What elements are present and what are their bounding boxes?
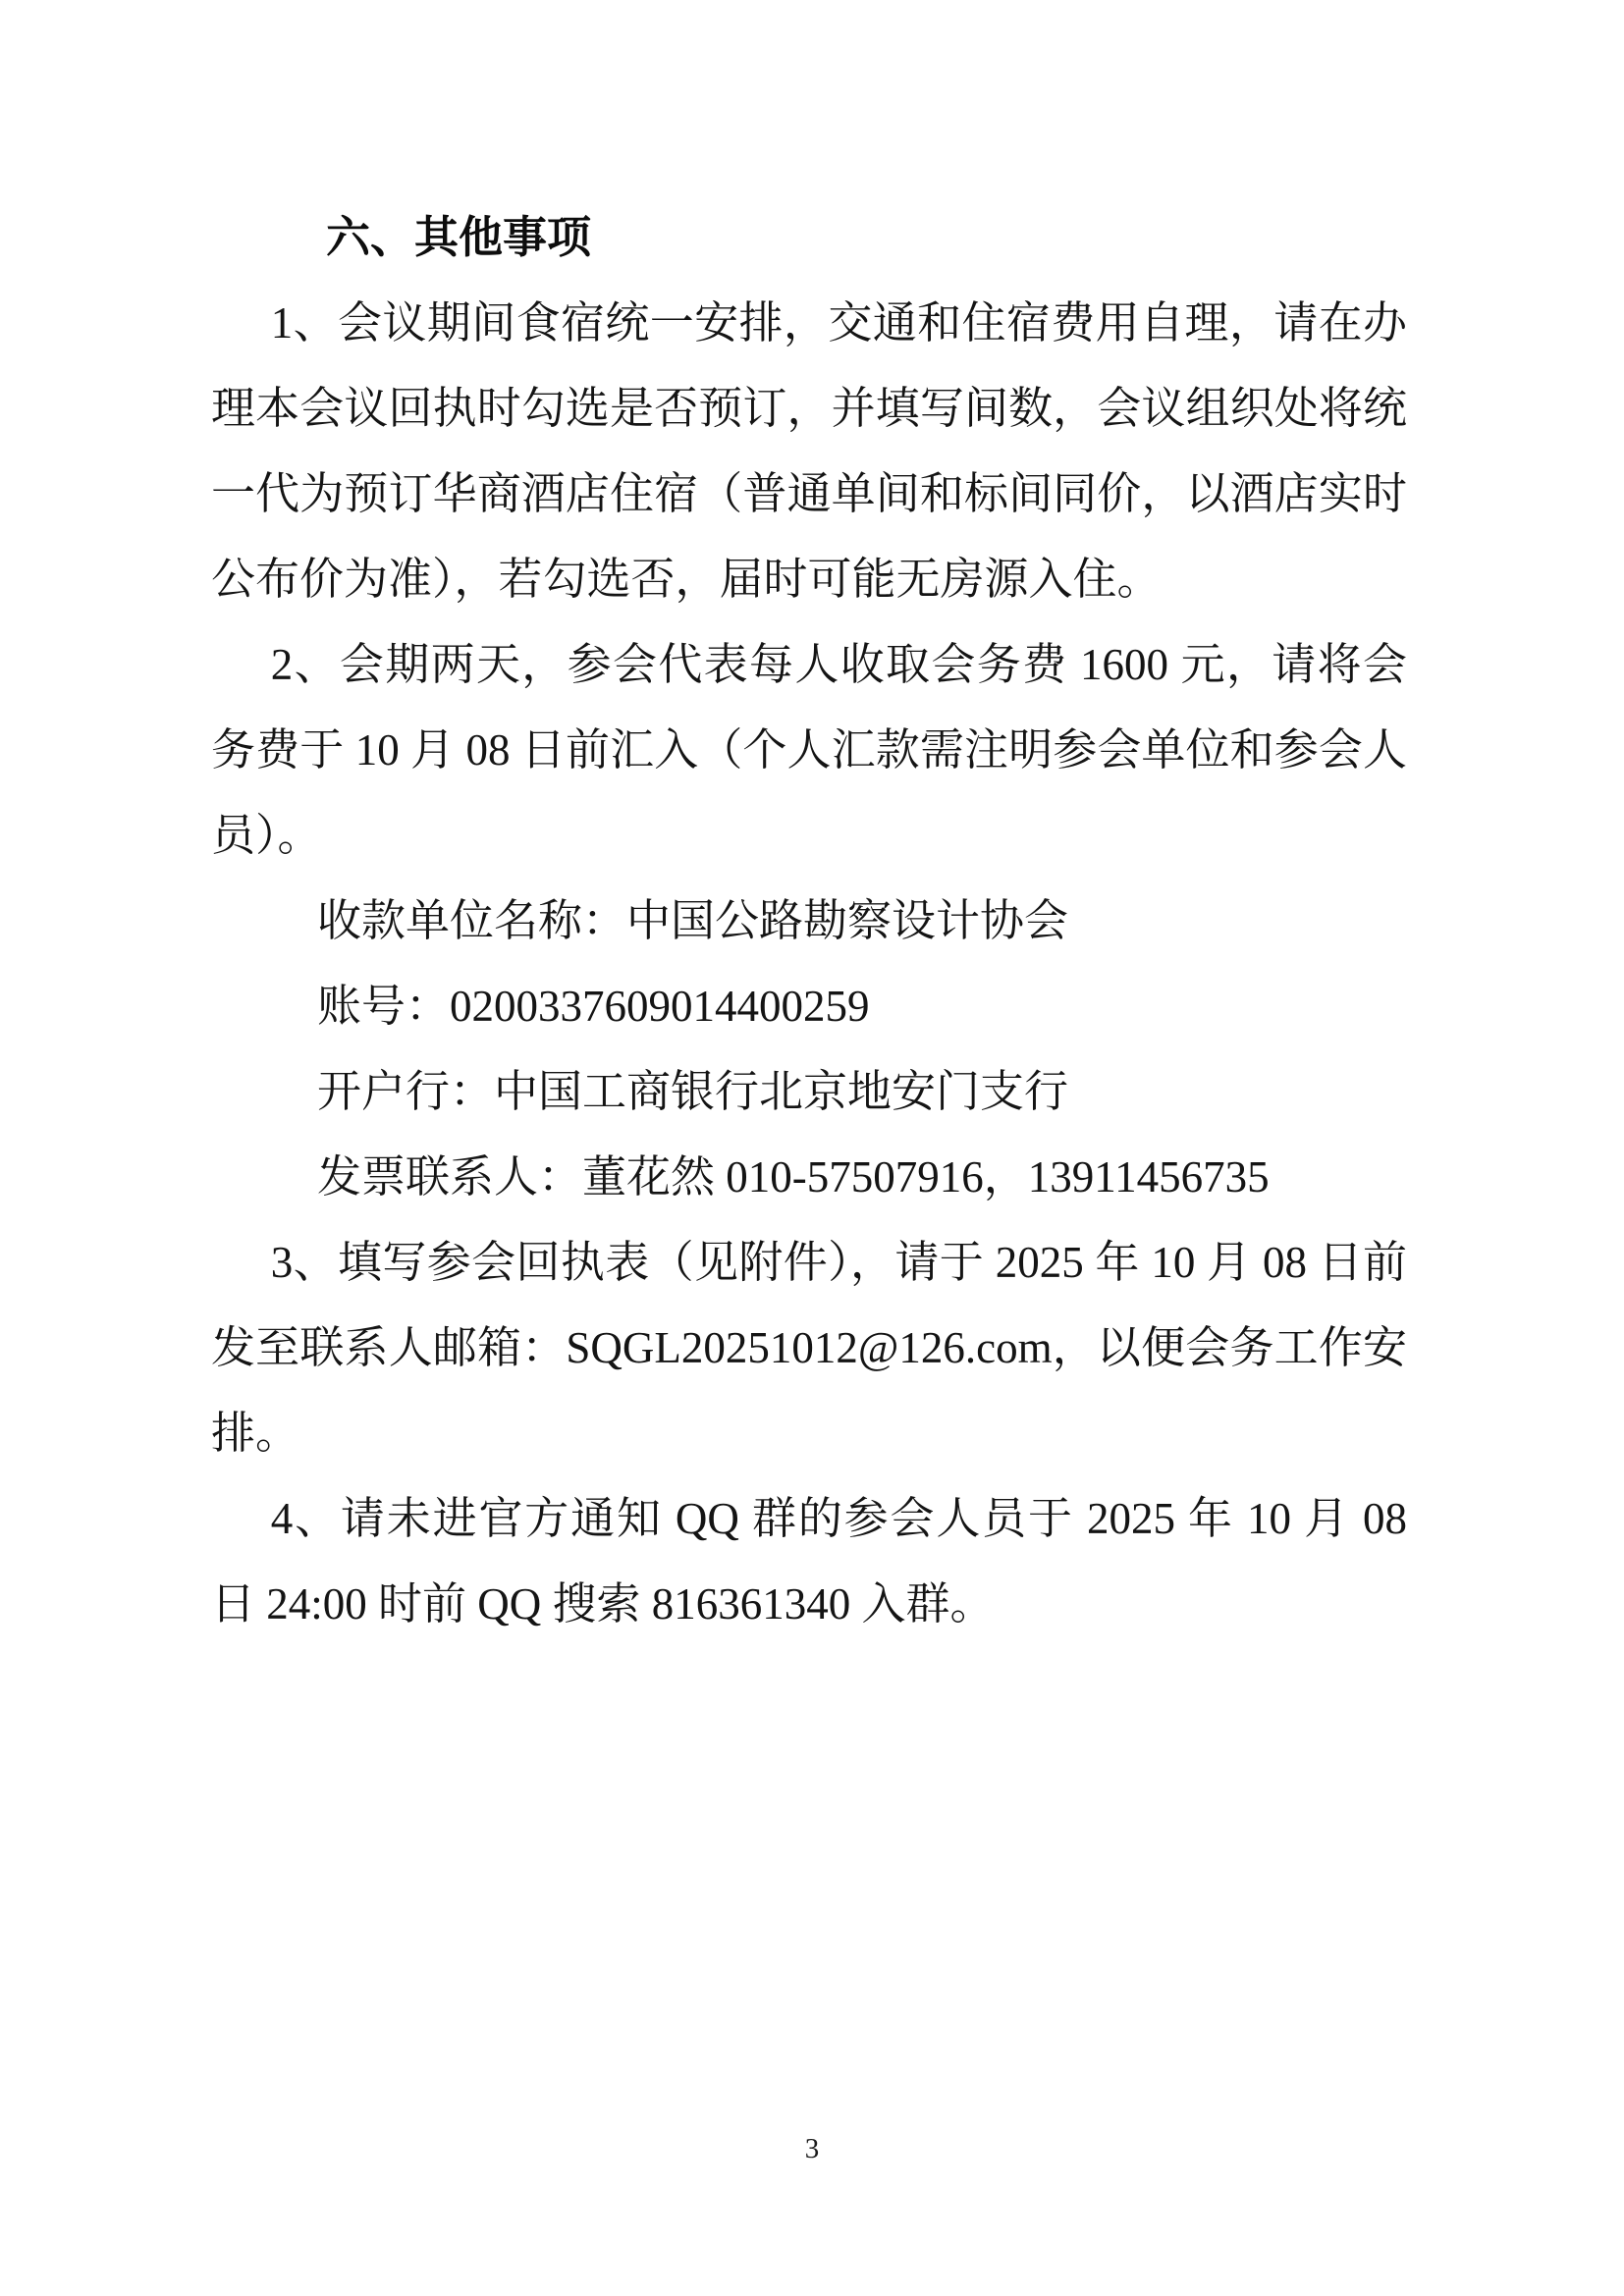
invoice-contact-line: 发票联系人：董花然 010-57507916，13911456735: [317, 1152, 1270, 1201]
bank-branch-line: 开户行：中国工商银行北京地安门支行: [317, 1067, 1069, 1116]
paragraph-accommodation: 1、会议期间食宿统一安排，交通和住宿费用自理，请在办理本会议回执时勾选是否预订，并填写间数，会议组织处将统一代为预订华商酒店住宿（普通单间和标间同价，以酒店实时公布价为准），若勾选否，届时可能无房源入住。: [211, 298, 1407, 604]
document-content: [211, 195, 1407, 1647]
paragraph-fee: 2、会期两天，参会代表每人收取会务费 1600 元，请将会务费于 10 月 08 日前汇入（个人汇款需注明参会单位和参会人员）。: [211, 640, 1407, 860]
page-number: 3: [804, 2133, 820, 2164]
payee-name-line: 收款单位名称：中国公路勘察设计协会: [317, 896, 1069, 945]
paragraph-reply-form: 3、填写参会回执表（见附件），请于 2025 年 10 月 08 日前发至联系人邮箱：SQGL20251012@126.com，以便会务工作安排。: [211, 1238, 1407, 1458]
paragraph-qq-group: 4、请未进官方通知 QQ 群的参会人员于 2025 年 10 月 08 日 24:00 时前 QQ 搜索 816361340 入群。: [211, 1494, 1407, 1629]
section-heading: 六、其他事项: [326, 213, 592, 262]
account-number-line: 账号：0200337609014400259: [317, 982, 870, 1031]
